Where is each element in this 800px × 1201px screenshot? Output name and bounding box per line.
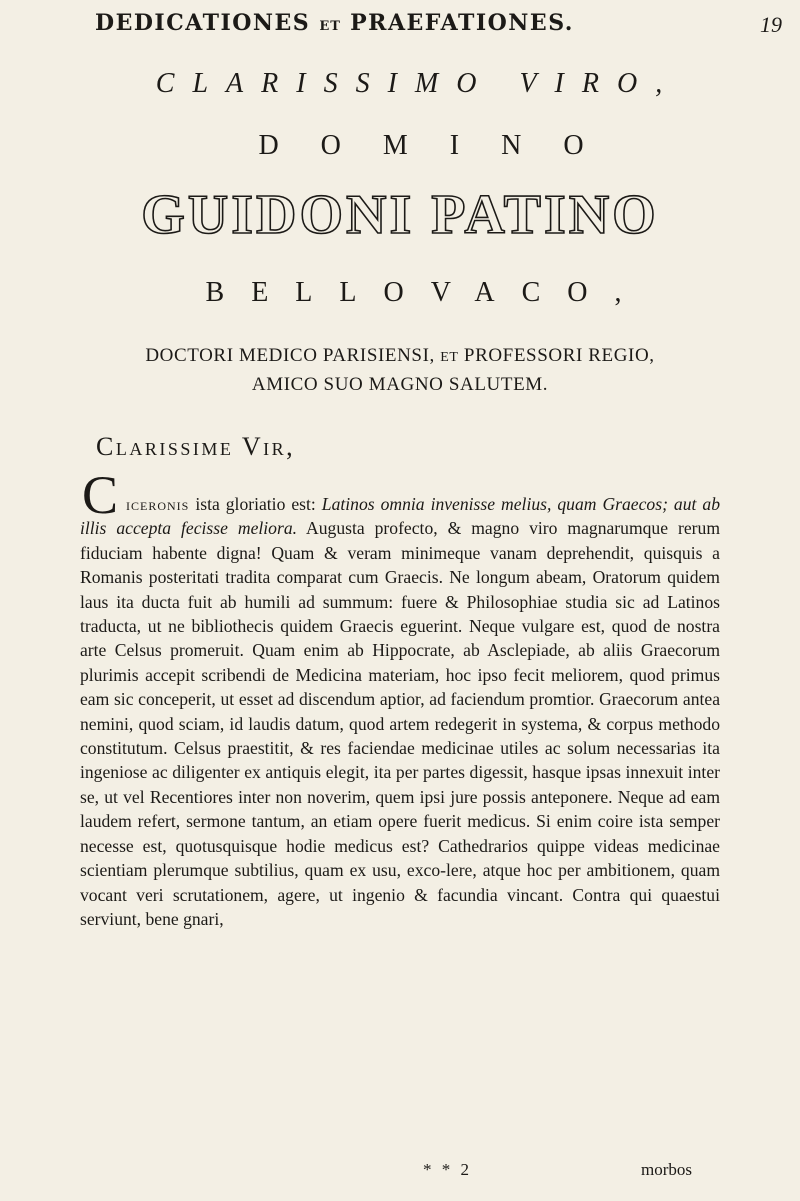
page-number: 19 bbox=[760, 12, 782, 37]
letter-paragraph bbox=[80, 492, 720, 931]
salutation: Clarissime Vir, bbox=[96, 432, 296, 461]
dedication-greeting: AMICO SUO MAGNO SALUTEM. bbox=[251, 374, 549, 395]
dedication-titles bbox=[0, 345, 800, 367]
dedication-titles-conjunction: ET bbox=[440, 350, 459, 365]
running-head-part-1: DEDICATIONES bbox=[95, 10, 311, 36]
letter-body bbox=[80, 492, 720, 931]
body-text-1: ista gloriatio est: bbox=[189, 494, 322, 514]
cicero-quote: Latinos omnia invenisse melius, quam Graecos; aut ab illis accepta fecisse meliora. bbox=[80, 494, 720, 539]
drop-cap-initial: C bbox=[82, 465, 119, 525]
running-head bbox=[95, 10, 715, 36]
opening-word: iceronis bbox=[126, 494, 190, 514]
dedication-line-domino: DOMINO bbox=[258, 130, 626, 161]
running-head-conjunction: ET bbox=[319, 19, 341, 34]
running-head-part-2: PRAEFATIONES. bbox=[350, 10, 574, 36]
dedication-line-clarissimo: CLARISSIMO VIRO, bbox=[155, 68, 681, 99]
dedication-titles-part-2: PROFESSORI REGIO, bbox=[463, 345, 655, 366]
dedication-line-bellovaco: BELLOVACO, bbox=[205, 277, 649, 308]
catchword: morbos bbox=[641, 1160, 692, 1179]
signature-mark: * * 2 bbox=[423, 1160, 472, 1179]
dedication-titles-part-1: DOCTORI MEDICO PARISIENSI, bbox=[145, 345, 435, 366]
body-text-2: Augusta profecto, & magno viro magnarumque rerum fiduciam habente digna! Quam & veram minimeque vanam deprehendit, quisquis a Romanis posteritati tradita comparat cum Graecis. Ne longum abeam, Oratorum quidem laus ita ducta fuit ab humili ad summum: fuere & Philosophiae studia sic ad Latinos traducta, ut ne bibliothecis quidem Graecis eguerint. Neque vulgare est, quod de nostra arte Celsus promeruit. Quam enim ab Hippocrate, ab Asclepiade, ab aliis Graecorum plurimis accepit scribendi de Medicina materiam, hoc ipso fecit meliorem, quod primus eam sic conceperit, ut esset ad discendum aptior, ad faciendum promtior. Graecorum antea nemini, quod sciam, id laudis datum, quod artem redegerit in systema, & corpus methodo constitutum. Celsus praestitit, & res faciendae medicinae utiles ac solum necessarias ita ingeniose ac diligenter ex antiquis elegit, ita per partes digessit, hasque ipsas innexuit inter se, ut vel Recentiores inter non noverim, quem ipsi jure possis anteponere. Neque ad eam laudem refert, sermone tantum, an etiam opere fuerit medicus. Si enim coire ista semper necesse est, quotusquisque hodie medicus est? Cathedrarios quippe videas medicinae scientiam plerumque subtilius, quam ex usu, exco-lere, atque hoc per ambitionem, quam vocant veri scrutationem, agere, ut ingenio & facundia vincant. Contra qui quaestui serviunt, bene gnari, bbox=[80, 518, 721, 929]
dedicatee-name: GUIDONI PATINO bbox=[141, 184, 659, 246]
